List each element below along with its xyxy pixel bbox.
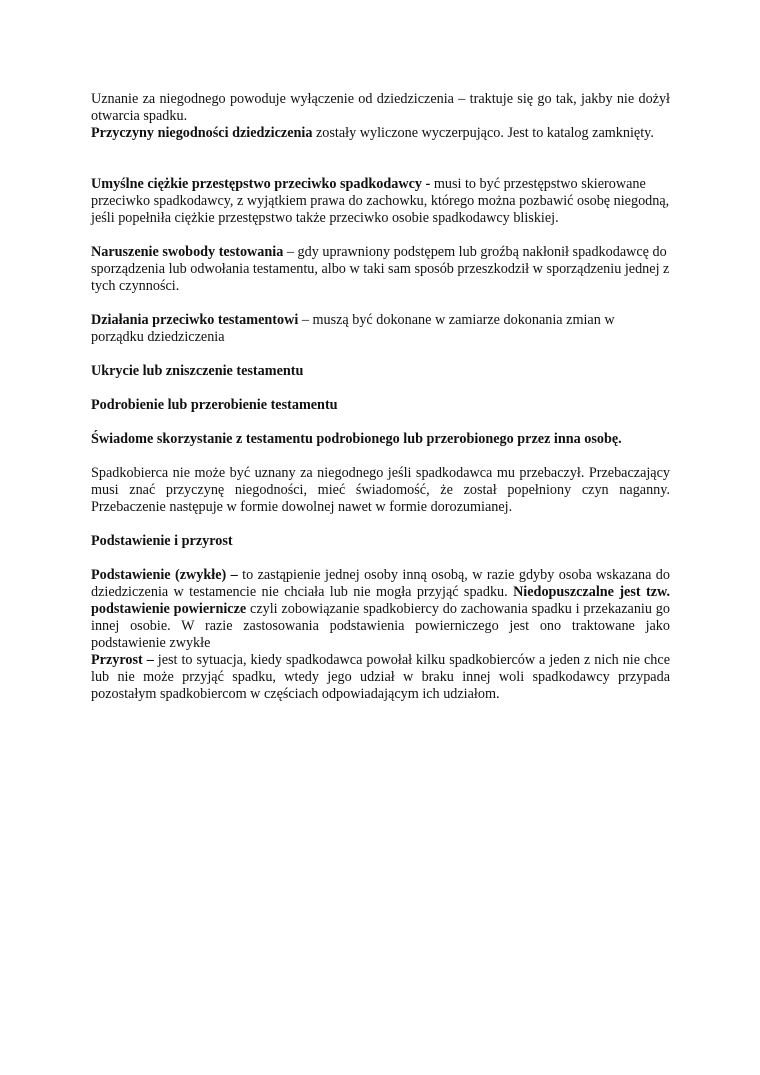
paragraph-unworthiness-effect bbox=[91, 91, 670, 125]
heading-concealment bbox=[91, 363, 670, 380]
heading-text: Ukrycie lub zniszczenie testamentu bbox=[91, 363, 304, 379]
paragraph-text: jest to sytuacja, kiedy spadkodawca powołał kilku spadkobierców a jeden z nich nie chce lub nie może przyjąć spadku, wtedy jego udział w braku innej woli spadkodawcy przypada pozostałym spadkobiercom w częściach odpowiadającym ich udziałom. bbox=[91, 652, 670, 702]
heading-knowing-use bbox=[91, 431, 670, 448]
paragraph-text: zostały wyliczone wyczerpująco. Jest to katalog zamknięty. bbox=[312, 125, 654, 141]
bold-term: Przyczyny niegodności dziedziczenia bbox=[91, 125, 313, 141]
bold-term: Naruszenie swobody testowania bbox=[91, 244, 284, 260]
paragraph-text: Uznanie za niegodnego powoduje wyłączenie od dziedziczenia – traktuje się go tak, jakby nie dożył otwarcia spadku. bbox=[91, 91, 670, 124]
bold-term: Umyślne ciężkie przestępstwo przeciwko spadkodawcy - bbox=[91, 176, 431, 192]
paragraph-text: Spadkobierca nie może być uznany za niegodnego jeśli spadkodawca mu przebaczył. Przebaczający musi znać przyczynę niegodności, mieć świadomość, że został popełniony czyn naganny. Przebaczenie następuje w formie dowolnej nawet w formie dorozumianej. bbox=[91, 465, 670, 515]
bold-term: Niedopuszczalne jest tzw. podstawienie powiernicze bbox=[91, 584, 670, 617]
paragraph-actions-against-testament bbox=[91, 312, 670, 346]
paragraph-freedom-of-testation bbox=[91, 244, 670, 295]
paragraph-accrual bbox=[91, 652, 670, 703]
paragraph-text: – muszą być dokonane w zamiarze dokonania zmian w porządku dziedziczenia bbox=[91, 312, 615, 345]
paragraph-text: czyli zobowiązanie spadkobiercy do zachowania spadku i przekazaniu go innej osobie. W razie zastosowania podstawienia powierniczego jest ono traktowane jako podstawienie zwykłe bbox=[91, 601, 670, 651]
heading-substitution-accrual bbox=[91, 533, 670, 550]
heading-forgery bbox=[91, 397, 670, 414]
heading-text: Świadome skorzystanie z testamentu podrobionego lub przerobionego przez inna osobę. bbox=[91, 431, 622, 447]
heading-text: Podrobienie lub przerobienie testamentu bbox=[91, 397, 338, 413]
bold-term: Działania przeciwko testamentowi bbox=[91, 312, 299, 328]
paragraph-intentional-crime bbox=[91, 176, 670, 227]
bold-term: Podstawienie (zwykłe) – bbox=[91, 567, 238, 583]
document-body bbox=[91, 91, 670, 703]
heading-text: Podstawienie i przyrost bbox=[91, 533, 233, 549]
paragraph-causes bbox=[91, 125, 670, 142]
paragraph-text: to zastąpienie jednej osoby inną osobą, w razie gdyby osoba wskazana do dziedziczenia w testamencie nie chciała lub nie mogła przyjąć spadku. bbox=[91, 567, 670, 600]
bold-term: Przyrost – bbox=[91, 652, 154, 668]
paragraph-forgiveness bbox=[91, 465, 670, 516]
paragraph-text: – gdy uprawniony podstępem lub groźbą nakłonił spadkodawcę do sporządzenia lub odwołania testamentu, albo w taki sam sposób przeszkodził w sporządzeniu jednej z tych czynności. bbox=[91, 244, 670, 294]
paragraph-substitution bbox=[91, 567, 670, 652]
paragraph-text: musi to być przestępstwo skierowane przeciwko spadkodawcy, z wyjątkiem prawa do zachowku, którego można pozbawić osobę niegodną, jeśli popełniła ciężkie przestępstwo także przeciwko osobie spadkodawcy bliskiej. bbox=[91, 176, 670, 226]
